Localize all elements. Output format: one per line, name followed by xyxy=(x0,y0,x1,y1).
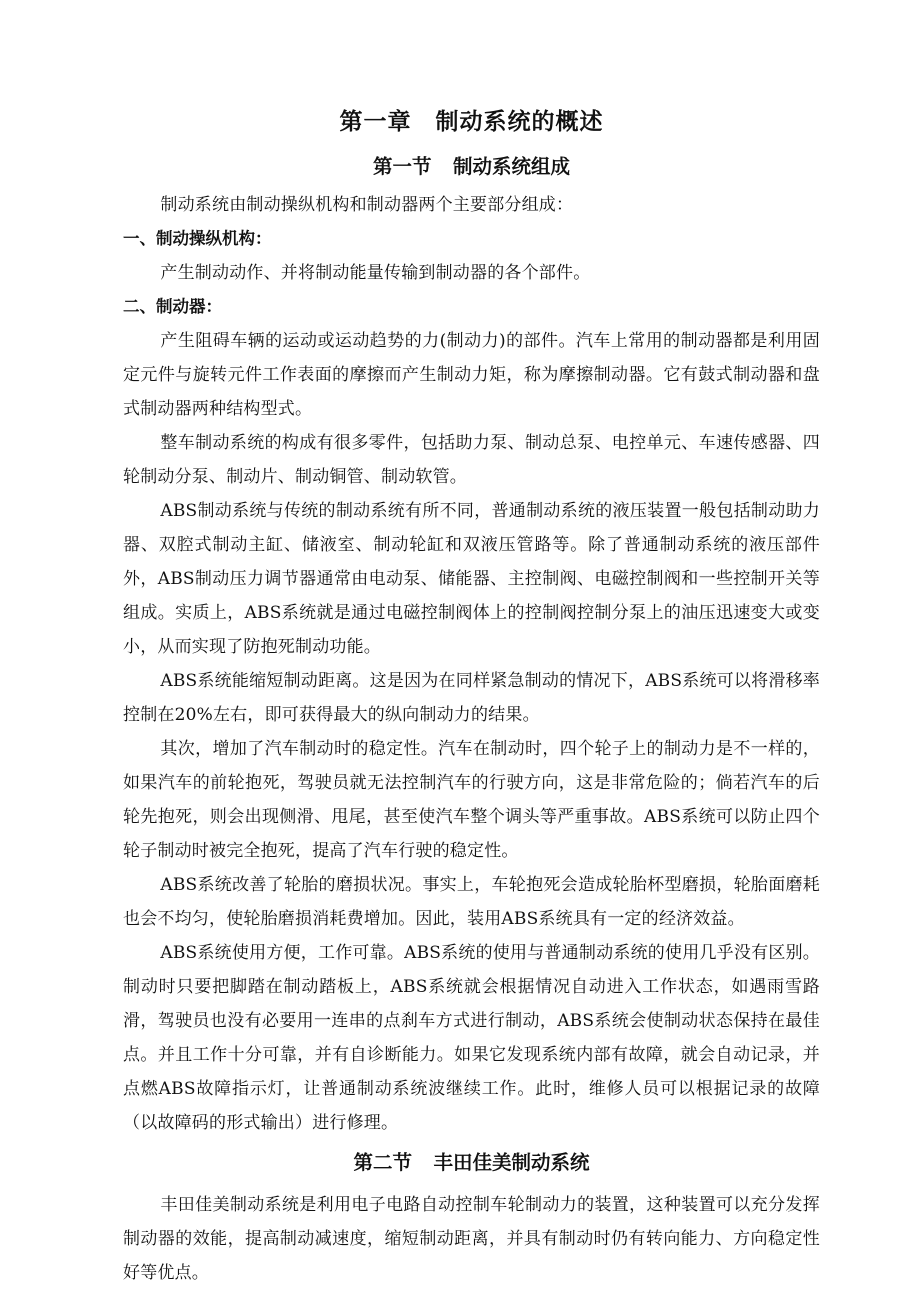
paragraph-abs-vs-traditional: ABS制动系统与传统的制动系统有所不同，普通制动系统的液压装置一般包括制动助力器、双腔式制动主缸、储液室、制动轮缸和双液压管路等。除了普通制动系统的液压部件外，ABS制动压力调节器通常由电动泵、储能器、主控制阀、电磁控制阀和一些控制开关等组成。实质上，ABS系统就是通过电磁控制阀体上的控制阀控制分泵上的油压迅速变大或变小，从而实现了防抱死制动功能。 xyxy=(123,501,820,657)
operating-mechanism-text: 产生制动动作、并将制动能量传输到制动器的各个部件。 xyxy=(160,263,591,283)
paragraph-abs-stability: 其次，增加了汽车制动时的稳定性。汽车在制动时，四个轮子上的制动力是不一样的，如果汽车的前轮抱死，驾驶员就无法控制汽车的行驶方向，这是非常危险的；倘若汽车的后轮先抱死，则会出现侧滑、甩尾，甚至使汽车整个调头等严重事故。ABS系统可以防止四个轮子制动时被完全抱死，提高了汽车行驶的稳定性。 xyxy=(123,739,820,861)
chapter-title: 第一章 制动系统的概述 xyxy=(339,109,604,135)
paragraph-system-components: 整车制动系统的构成有很多零件，包括助力泵、制动总泵、电控单元、车速传感器、四轮制动分泵、制动片、制动铜管、制动软管。 xyxy=(123,433,820,487)
paragraph-abs-reliability: ABS系统使用方便，工作可靠。ABS系统的使用与普通制动系统的使用几乎没有区别。制动时只要把脚踏在制动踏板上，ABS系统就会根据情况自动进入工作状态，如遇雨雪路滑，驾驶员也没有必要用一连串的点刹车方式进行制动，ABS系统会使制动状态保持在最佳点。并且工作十分可靠，并有自诊断能力。如果它发现系统内部有故障，就会自动记录，并点燃ABS故障指示灯，让普通制动系统波继续工作。此时，维修人员可以根据记录的故障（以故障码的形式输出）进行修理。 xyxy=(123,943,820,1133)
section-2-heading xyxy=(123,1144,820,1182)
section-1-number: 第一节 xyxy=(373,155,432,178)
section-2-title: 丰田佳美制动系统 xyxy=(433,1151,590,1174)
subheading-operating-mechanism: 一、制动操纵机构： xyxy=(123,229,272,248)
section-1-title: 制动系统组成 xyxy=(452,155,570,178)
paragraph-camry-brake-system: 丰田佳美制动系统是利用电子电路自动控制车轮制动力的装置，这种装置可以充分发挥制动器的效能，提高制动减速度，缩短制动距离，并具有制动时仍有转向能力、方向稳定性好等优点。 xyxy=(123,1195,820,1283)
paragraph-brake-definition: 产生阻碍车辆的运动或运动趋势的力(制动力)的部件。汽车上常用的制动器都是利用固定元件与旋转元件工作表面的摩擦而产生制动力矩，称为摩擦制动器。它有鼓式制动器和盘式制动器两种结构型式。 xyxy=(123,331,820,419)
subheading-brake: 二、制动器： xyxy=(123,297,222,316)
section-1-intro: 制动系统由制动操纵机构和制动器两个主要部分组成： xyxy=(160,195,574,215)
section-1-heading xyxy=(123,148,820,186)
paragraph-abs-braking-distance: ABS系统能缩短制动距离。这是因为在同样紧急制动的情况下，ABS系统可以将滑移率控制在20%左右，即可获得最大的纵向制动力的结果。 xyxy=(123,671,820,725)
paragraph-abs-tire-wear: ABS系统改善了轮胎的磨损状况。事实上，车轮抱死会造成轮胎杯型磨损，轮胎面磨耗也会不均匀，使轮胎磨损消耗费增加。因此，装用ABS系统具有一定的经济效益。 xyxy=(123,875,820,929)
section-2-number: 第二节 xyxy=(353,1151,413,1174)
